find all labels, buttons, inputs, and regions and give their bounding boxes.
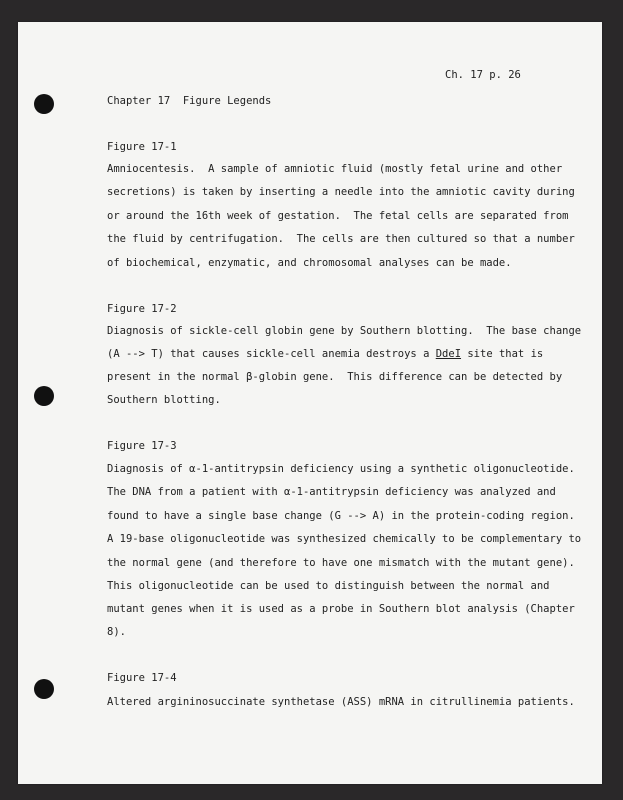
legend-line: This oligonucleotide can be used to distinguish between the normal and — [107, 580, 550, 592]
legend-line: (A --> T) that causes sickle-cell anemia destroys a DdeI site that is — [107, 348, 544, 360]
legend-line: present in the normal β-globin gene. This difference can be detected by — [107, 371, 563, 383]
legend-line: Altered argininosuccinate synthetase (ASS) mRNA in citrullinemia patients. — [107, 696, 575, 708]
legend-line: A 19-base oligonucleotide was synthesized chemically to be complementary to — [107, 533, 582, 545]
legend-line: Diagnosis of sickle-cell globin gene by Southern blotting. The base change — [107, 325, 582, 337]
figure-title: Figure 17-3 — [107, 440, 177, 452]
figure-title: Figure 17-2 — [107, 303, 177, 315]
legend-line: secretions) is taken by inserting a needle into the amniotic cavity during — [107, 186, 575, 198]
legend-line: of biochemical, enzymatic, and chromosomal analyses can be made. — [107, 257, 512, 269]
punch-hole — [34, 679, 54, 699]
page-reference: Ch. 17 p. 26 — [445, 69, 521, 81]
legend-line: Amniocentesis. A sample of amniotic fluid (mostly fetal urine and other — [107, 163, 563, 175]
legend-line: Diagnosis of α-1-antitrypsin deficiency using a synthetic oligonucleotide. — [107, 463, 575, 475]
punch-hole — [34, 386, 54, 406]
legend-line: or around the 16th week of gestation. The fetal cells are separated from — [107, 210, 569, 222]
punch-hole — [34, 94, 54, 114]
enzyme-name: DdeI — [435, 348, 462, 360]
legend-line: mutant genes when it is used as a probe in Southern blot analysis (Chapter — [107, 603, 575, 615]
figure-title: Figure 17-4 — [107, 672, 177, 684]
legend-line: The DNA from a patient with α-1-antitrypsin deficiency was analyzed and — [107, 486, 556, 498]
legend-line: 8). — [107, 626, 126, 638]
legend-line: found to have a single base change (G --> A) in the protein-coding region. — [107, 510, 575, 522]
legend-line: the normal gene (and therefore to have one mismatch with the mutant gene). — [107, 557, 575, 569]
figure-title: Figure 17-1 — [107, 141, 177, 153]
legend-line: the fluid by centrifugation. The cells are then cultured so that a number — [107, 233, 575, 245]
document-page — [18, 22, 602, 784]
legend-line: Southern blotting. — [107, 394, 221, 406]
chapter-title: Chapter 17 Figure Legends — [107, 95, 272, 107]
